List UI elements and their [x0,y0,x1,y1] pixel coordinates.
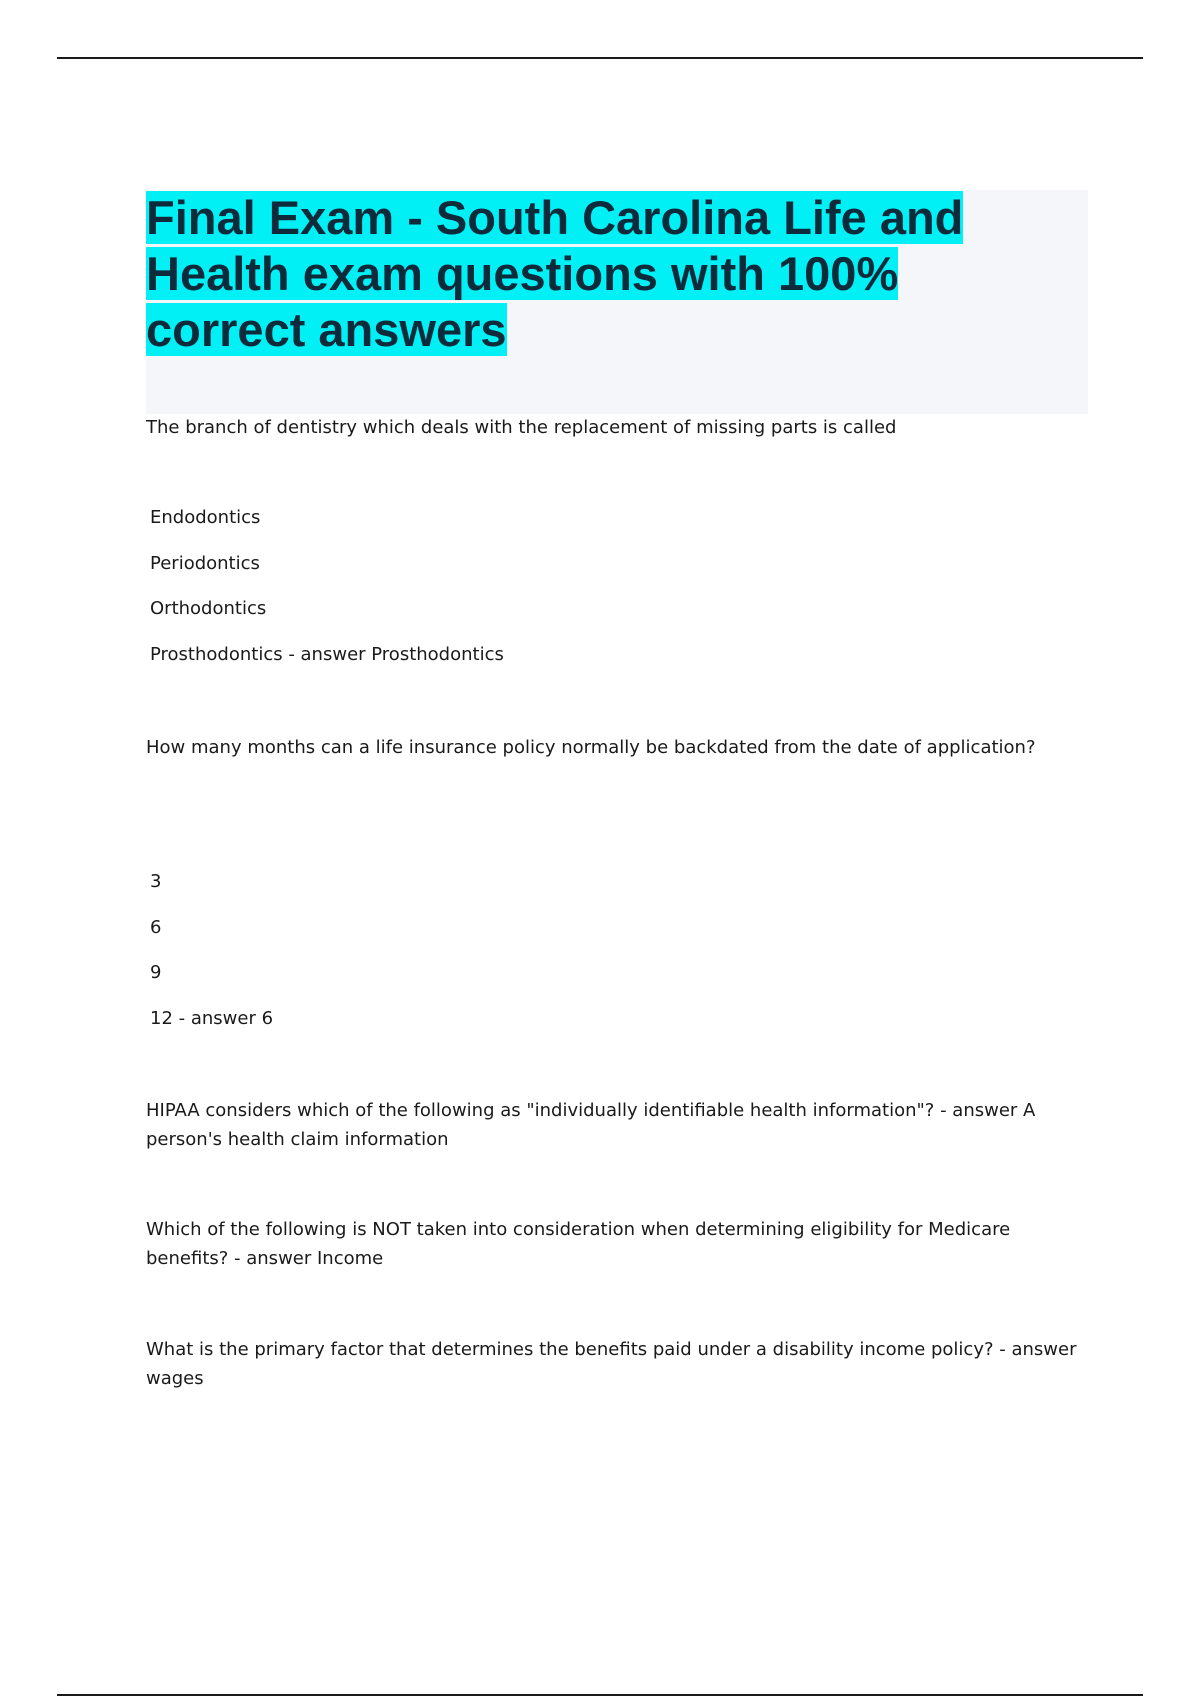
question-1-option-4: Prosthodontics - answer Prosthodontics [150,644,504,665]
page-title-text: Final Exam - South Carolina Life and Health exam questions with 100% correct answers [146,191,964,356]
question-2-option-2: 6 [150,917,162,938]
question-2: How many months can a life insurance policy normally be backdated from the date of application? [146,737,1036,758]
question-4: Which of the following is NOT taken into consideration when determining eligibility for Medicare benefits? - answer Income [146,1219,1011,1269]
question-3: HIPAA considers which of the following as "individually identifiable health information"? - answer A person's health claim information [146,1100,1036,1150]
question-2-option-1: 3 [150,871,162,892]
question-1: The branch of dentistry which deals with the replacement of missing parts is called [146,417,897,438]
question-2-option-4: 12 - answer 6 [150,1008,274,1029]
question-5: What is the primary factor that determines the benefits paid under a disability income policy? - answer wages [146,1339,1077,1389]
bottom-rule [57,1694,1143,1696]
question-1-option-3: Orthodontics [150,598,267,619]
page-title [146,190,1006,358]
top-rule [57,57,1143,59]
question-1-option-2: Periodontics [150,553,260,574]
question-1-option-1: Endodontics [150,507,261,528]
question-2-option-3: 9 [150,962,162,983]
title-box [146,190,1088,414]
